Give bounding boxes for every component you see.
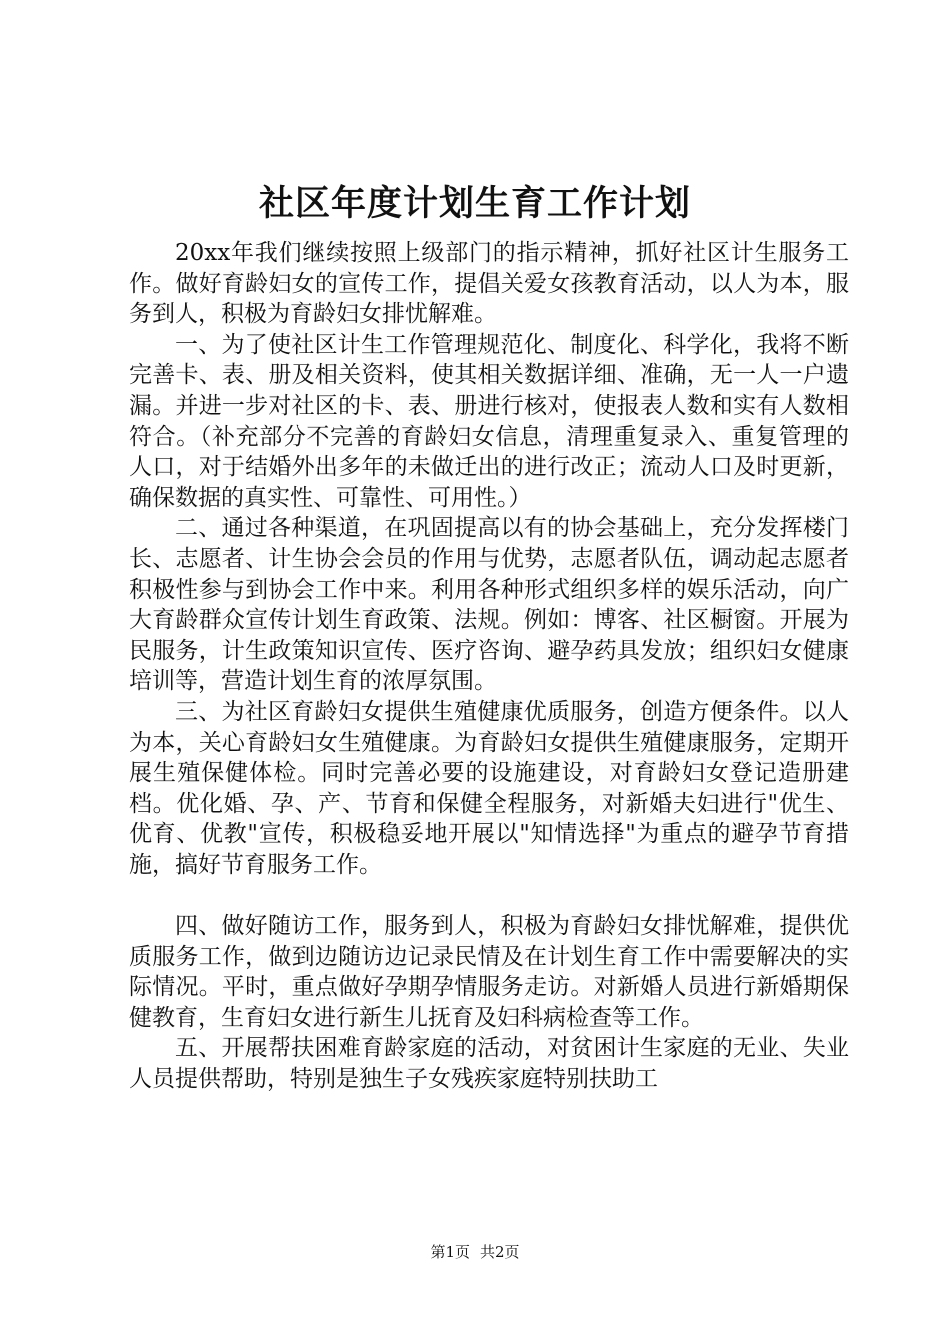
page-number: 第1页 [430, 1243, 470, 1261]
paragraph-section-2: 二、通过各种渠道，在巩固提高以有的协会基础上，充分发挥楼门长、志愿者、计生协会会员的作用与优势，志愿者队伍，调动起志愿者积极性参与到协会工作中来。利用各种形式组织多样的娱乐活动，向广大育龄群众宣传计划生育政策、法规。例如：博客、社区橱窗。开展为民服务，计生政策知识宣传、医疗咨询、避孕药具发放；组织妇女健康培训等，营造计划生育的浓厚氛围。 [129, 515, 849, 695]
paragraph-section-4: 四、做好随访工作，服务到人，积极为育龄妇女排忧解难，提供优质服务工作，做到边随访边记录民情及在计划生育工作中需要解决的实际情况。平时，重点做好孕期孕情服务走访。对新婚人员进行新婚期保健教育，生育妇女进行新生儿抚育及妇科病检查等工作。 [129, 913, 849, 1031]
paragraph-section-3: 三、为社区育龄妇女提供生殖健康优质服务，创造方便条件。以人为本，关心育龄妇女生殖健康。为育龄妇女提供生殖健康服务，定期开展生殖保健体检。同时完善必要的设施建设，对育龄妇女登记造册建档。优化婚、孕、产、节育和保健全程服务，对新婚夫妇进行"优生、优育、优教"宣传，积极稳妥地开展以"知情选择"为重点的避孕节育措施，搞好节育服务工作。 [129, 698, 849, 878]
page-footer [0, 1242, 950, 1262]
paragraph-section-1: 一、为了使社区计生工作管理规范化、制度化、科学化，我将不断完善卡、表、册及相关资料，使其相关数据详细、准确，无一人一户遗漏。并进一步对社区的卡、表、册进行核对，使报表人数和实有人数相符合。（补充部分不完善的育龄妇女信息，清理重复录入、重复管理的人口，对于结婚外出多年的未做迁出的进行改正；流动人口及时更新，确保数据的真实性、可靠性、可用性。） [129, 331, 849, 511]
paragraph-intro: 20xx年我们继续按照上级部门的指示精神，抓好社区计生服务工作。做好育龄妇女的宣传工作，提倡关爱女孩教育活动，以人为本，服务到人，积极为育龄妇女排忧解难。 [129, 240, 849, 328]
document-title: 社区年度计划生育工作计划 [258, 183, 691, 224]
paragraph-section-5: 五、开展帮扶困难育龄家庭的活动，对贫困计生家庭的无业、失业人员提供帮助，特别是独生子女残疾家庭特别扶助工 [129, 1035, 849, 1093]
document-body [129, 238, 849, 1095]
page-total: 共2页 [480, 1243, 520, 1261]
